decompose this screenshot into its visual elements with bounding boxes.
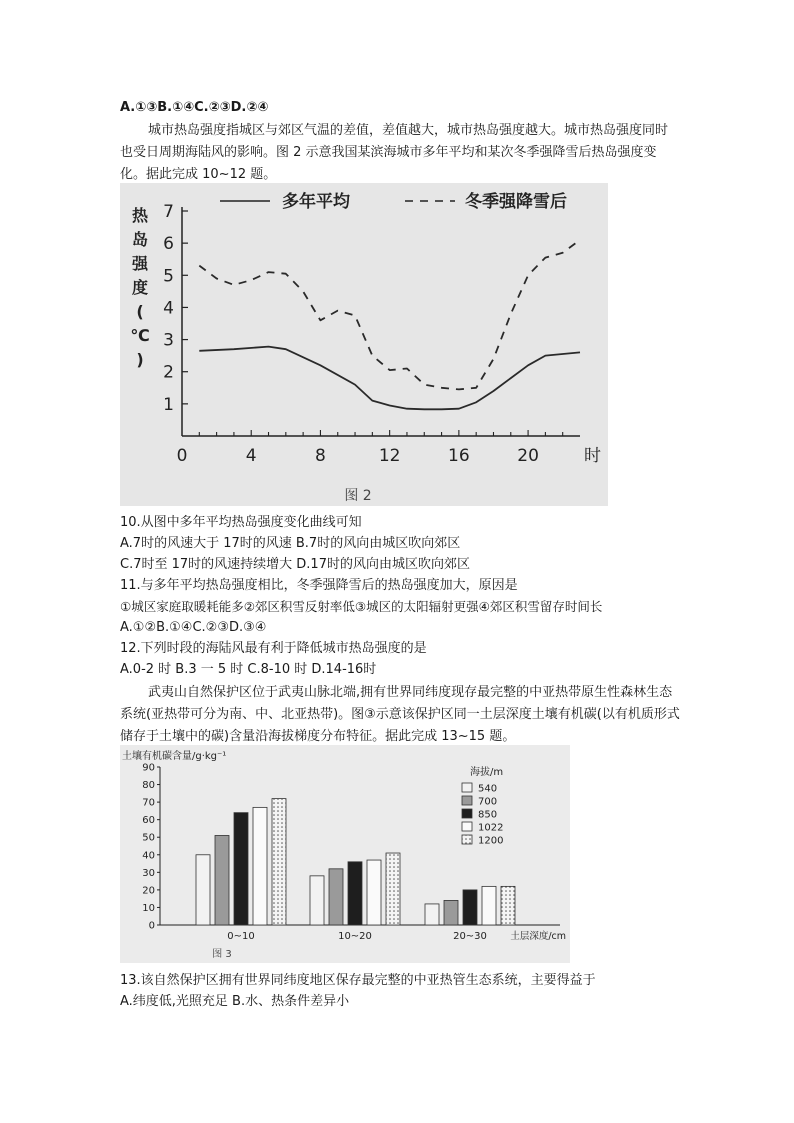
fig2-y-label-char: 热 <box>131 206 149 225</box>
fig2-y-label-char: ) <box>136 350 144 369</box>
fig3-category-label: 0~10 <box>227 931 255 942</box>
fig3-bar <box>444 900 458 925</box>
fig3-y-tick-label: 70 <box>142 797 155 809</box>
fig2-caption: 图 2 <box>344 488 372 504</box>
fig2-x-tick-label: 0 <box>176 446 188 466</box>
fig3-bar <box>482 886 496 925</box>
fig3-legend-label: 540 <box>478 783 498 795</box>
fig3-y-tick-label: 90 <box>142 762 155 774</box>
fig2-x-tick-label: 4 <box>245 446 257 466</box>
fig2-legend-solid-label: 多年平均 <box>282 192 350 212</box>
intro-paragraph-1: 城市热岛强度指城区与郊区气温的差值，差值越大，城市热岛强度越大。城市热岛强度同时也受日周期海陆风的影响。图 2 示意我国某滨海城市多年平均和某次冬季强降雪后热岛强度变化。据此完成 10~12 题。 <box>120 123 669 182</box>
fig2-x-unit: 时 <box>584 446 601 466</box>
q10-options-cd: C.7时至 17时的风速持续增大 D.17时的风向由城区吹向郊区 <box>120 557 470 572</box>
fig3-legend-label: 700 <box>478 796 498 808</box>
fig2-x-tick-label: 12 <box>378 446 401 466</box>
fig3-bar <box>196 855 210 925</box>
fig2-x-tick-label: 8 <box>315 446 326 466</box>
fig3-bar <box>463 890 477 925</box>
fig2-y-label-char: 强 <box>131 254 149 273</box>
fig3-y-label: 土壤有机碳含量/g·kg⁻¹ <box>122 751 227 762</box>
fig3-legend-swatch <box>462 809 472 818</box>
fig3-category-label: 20~30 <box>453 931 487 942</box>
fig3-y-tick-label: 40 <box>142 850 155 862</box>
fig2-y-tick-label: 7 <box>163 202 174 222</box>
fig3-bar <box>348 862 362 925</box>
fig2-y-label-char: 岛 <box>131 230 149 249</box>
q11-options: A.①②B.①④C.②③D.③④ <box>120 620 267 635</box>
q13-stem: 13.该自然保护区拥有世界同纬度地区保存最完整的中亚热管生态系统，主要得益于 <box>120 973 596 988</box>
fig3-bar <box>501 886 515 925</box>
fig2-y-tick-label: 4 <box>163 298 174 319</box>
fig3-legend-swatch <box>462 796 472 805</box>
fig3-caption: 图 3 <box>212 949 232 960</box>
fig3-legend-title: 海拔/m <box>470 767 504 778</box>
fig3-y-tick-label: 20 <box>142 885 155 897</box>
fig2-y-tick-label: 2 <box>163 362 174 383</box>
fig3-legend-swatch <box>462 783 472 792</box>
fig2-y-tick-label: 6 <box>163 234 174 255</box>
q9-options: A.①③B.①④C.②③D.②④ <box>120 100 269 115</box>
q12-stem: 12.下列时段的海陆风最有利于降低城市热岛强度的是 <box>120 641 427 656</box>
fig2-y-label-char: ( <box>136 302 144 321</box>
fig2-x-tick-label: 20 <box>517 446 539 466</box>
q10-options-ab: A.7时的风速大于 17时的风速 B.7时的风向由城区吹向郊区 <box>120 536 461 551</box>
fig3-bar <box>386 853 400 925</box>
fig2-x-tick-label: 16 <box>448 446 470 466</box>
fig3-legend-swatch <box>462 835 472 844</box>
fig3-y-tick-label: 30 <box>142 867 155 879</box>
q10-stem: 10.从图中多年平均热岛强度变化曲线可知 <box>120 515 362 530</box>
fig3-y-tick-label: 0 <box>148 920 155 932</box>
fig2-y-label-char: 度 <box>131 278 149 297</box>
fig3-bar <box>215 835 229 925</box>
fig2-y-tick-label: 5 <box>163 266 174 287</box>
fig3-y-tick-label: 80 <box>142 780 155 792</box>
fig3-bar <box>310 876 324 925</box>
fig3-bar <box>272 799 286 925</box>
fig3-bar <box>234 813 248 925</box>
fig3-legend-label: 1200 <box>478 835 504 847</box>
q11-stem: 11.与多年平均热岛强度相比，冬季强降雪后的热岛强度加大，原因是 <box>120 578 518 593</box>
q13-options: A.纬度低,光照充足 B.水、热条件差异小 <box>120 994 350 1009</box>
figure-2-line-chart <box>120 183 608 506</box>
fig3-bar <box>425 904 439 925</box>
fig3-legend-swatch <box>462 822 472 831</box>
fig3-category-label: 10~20 <box>338 931 372 942</box>
q12-options: A.0-2 时 B.3 一 5 时 C.8-10 时 D.14-16时 <box>120 662 377 677</box>
fig3-legend-label: 850 <box>478 809 498 821</box>
fig3-x-label: 土层深度/cm <box>510 931 566 942</box>
figure-3-bar-chart <box>120 745 570 963</box>
fig3-bar <box>367 860 381 925</box>
fig3-y-tick-label: 50 <box>142 832 155 844</box>
fig3-bar <box>329 869 343 925</box>
fig2-y-tick-label: 3 <box>163 330 174 351</box>
q11-items: ①城区家庭取暖耗能多②郊区积雪反射率低③城区的太阳辐射更强④郊区积雪留存时间长 <box>120 599 603 614</box>
fig3-legend-label: 1022 <box>478 822 504 834</box>
fig3-y-tick-label: 10 <box>142 902 155 914</box>
fig2-legend-dashed-label: 冬季强降雪后 <box>465 192 567 212</box>
fig2-y-tick-label: 1 <box>163 394 174 415</box>
fig3-y-tick-label: 60 <box>142 815 155 827</box>
fig3-bar <box>253 807 267 925</box>
fig2-y-label-char: ℃ <box>130 326 150 345</box>
intro-paragraph-2: 武夷山自然保护区位于武夷山脉北端,拥有世界同纬度现存最完整的中亚热带原生性森林生态系统(亚热带可分为南、中、北亚热带)。图③示意该保护区同一土层深度土壤有机碳(以有机质形式储存于土壤中的碳)含量沿海拔梯度分布特征。据此完成 13~15 题。 <box>120 685 680 744</box>
